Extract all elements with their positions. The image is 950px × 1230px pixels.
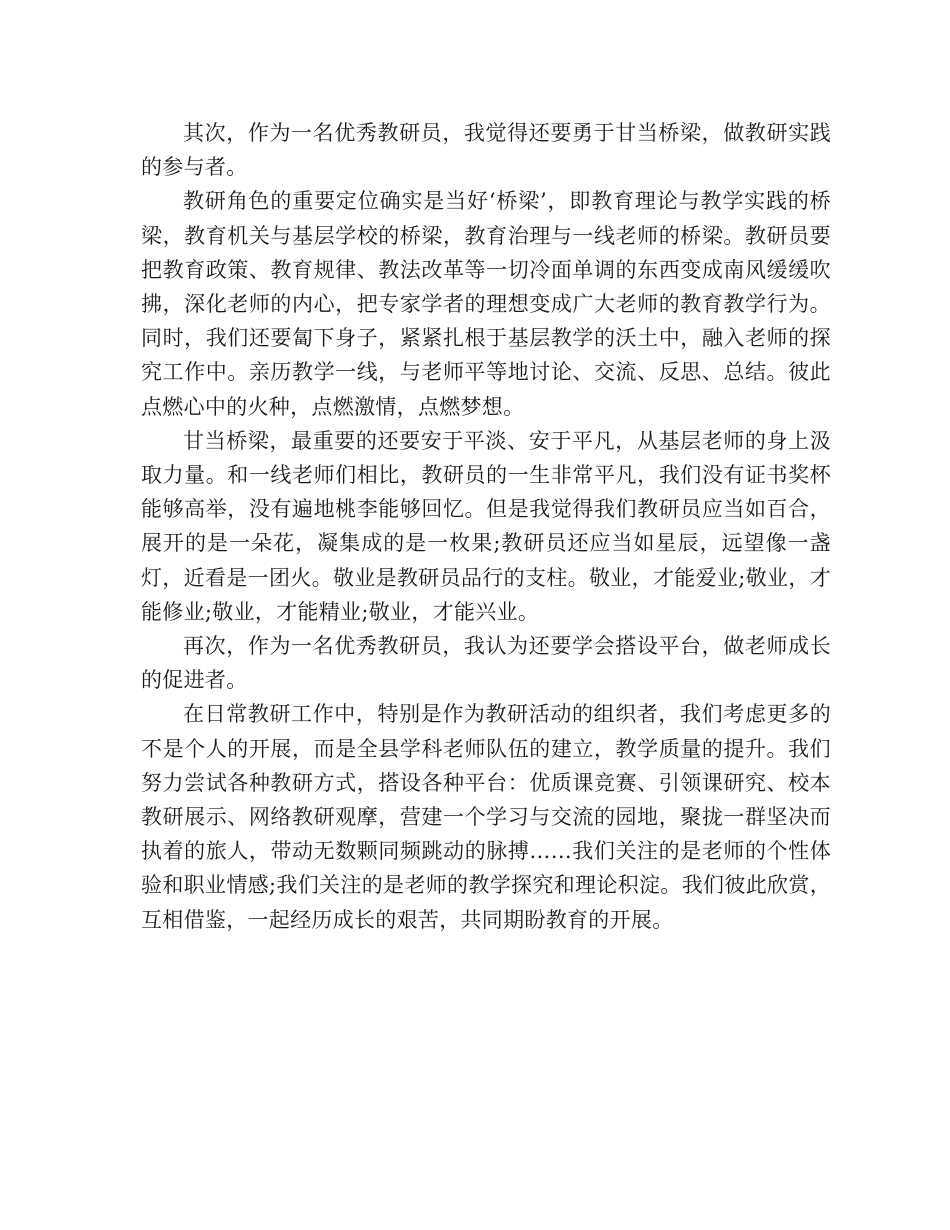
paragraph-3: 甘当桥梁，最重要的还要安于平淡、安于平凡，从基层老师的身上汲取力量。和一线老师们相比，教研员的一生非常平凡，我们没有证书奖杯能够高举，没有遍地桃李能够回忆。但是我觉得我们教研员应当如百合，展开的是一朵花，凝集成的是一枚果;教研员还应当如星辰，远望像一盏灯，近看是一团火。敬业是教研员品行的支柱。敬业，才能爱业;敬业，才能修业;敬业，才能精业;敬业，才能兴业。	[141, 428, 831, 624]
paragraph-2: 教研角色的重要定位确实是当好‘桥梁’，即教育理论与教学实践的桥梁，教育机关与基层学校的桥梁，教育治理与一线老师的桥梁。教研员要把教育政策、教育规律、教法改革等一切冷面单调的东西变成南风缓缓吹拂，深化老师的内心，把专家学者的理想变成广大老师的教育教学行为。同时，我们还要匐下身子，紧紧扎根于基层教学的沃土中，融入老师的探究工作中。亲历教学一线，与老师平等地讨论、交流、反思、总结。彼此点燃心中的火种，点燃激情，点燃梦想。	[141, 189, 831, 419]
paragraph-1: 其次，作为一名优秀教研员，我觉得还要勇于甘当桥梁，做教研实践的参与者。	[141, 121, 831, 180]
paragraph-4: 再次，作为一名优秀教研员，我认为还要学会搭设平台，做老师成长的促进者。	[141, 634, 831, 693]
paragraph-5: 在日常教研工作中，特别是作为教研活动的组织者，我们考虑更多的不是个人的开展，而是全县学科老师队伍的建立，教学质量的提升。我们努力尝试各种教研方式，搭设各种平台：优质课竞赛、引领课研究、校本教研展示、网络教研观摩，营建一个学习与交流的园地，聚拢一群坚决而执着的旅人，带动无数颗同频跳动的脉搏……我们关注的是老师的个性体验和职业情感;我们关注的是老师的教学探究和理论积淀。我们彼此欣赏，互相借鉴，一起经历成长的艰苦，共同期盼教育的开展。	[141, 702, 831, 932]
document-body	[141, 116, 831, 937]
